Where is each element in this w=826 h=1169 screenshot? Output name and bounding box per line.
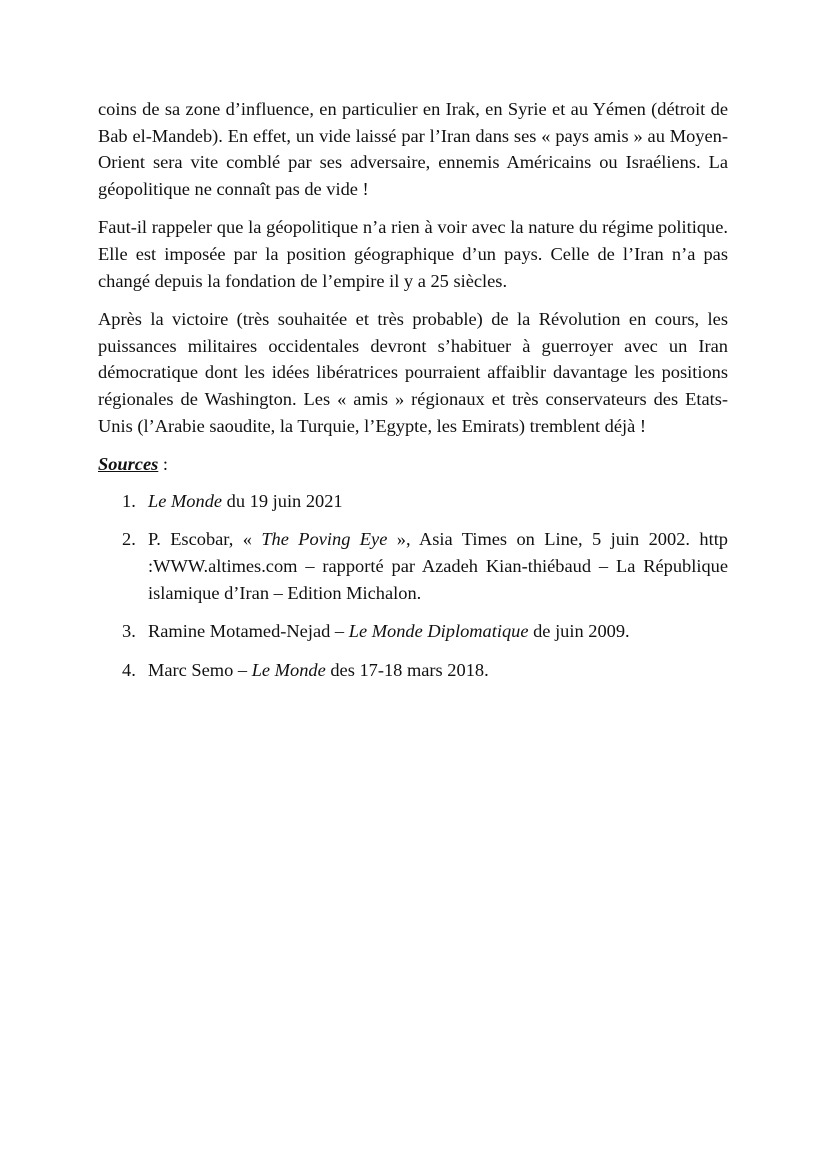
source-italic-title: Le Monde <box>148 490 223 511</box>
source-text: du 19 juin 2021 <box>222 490 343 511</box>
sources-heading <box>98 451 728 478</box>
source-number: 1. <box>122 490 136 511</box>
source-text: Marc Semo – <box>148 659 252 680</box>
document-page <box>98 96 728 695</box>
source-item <box>98 657 728 684</box>
source-text: P. Escobar, « <box>148 529 262 550</box>
source-list <box>98 488 728 684</box>
source-number: 3. <box>122 621 136 642</box>
source-number: 4. <box>122 659 136 680</box>
source-text: », Asia Times on Line, 5 juin 2002. http :WWW.altimes.com – rapporté par Azadeh Kian-thiébaud – La République islamique d’Iran – Edition Michalon. <box>148 529 729 603</box>
source-italic-title: Le Monde <box>251 659 326 680</box>
body-paragraph: Après la victoire (très souhaitée et très probable) de la Révolution en cours, les puissances militaires occidentales devront s’habituer à guerroyer avec un Iran démocratique dont les idées libératrices pourraient affaiblir davantage les positions régionales de Washington. Les « amis » régionaux et très conservateurs des Etats-Unis (l’Arabie saoudite, la Turquie, l’Egypte, les Emirats) tremblent déjà ! <box>98 309 728 436</box>
source-italic-title: Le Monde Diplomatique <box>348 621 529 642</box>
source-text: Ramine Motamed-Nejad – <box>148 621 349 642</box>
source-text: de juin 2009. <box>528 621 630 642</box>
source-item <box>98 488 728 515</box>
source-item <box>98 618 728 645</box>
source-italic-title: The Poving Eye <box>261 529 388 550</box>
source-item <box>98 526 728 606</box>
sources-title: Sources <box>98 454 159 475</box>
source-text: des 17-18 mars 2018. <box>325 659 489 680</box>
body-paragraph: coins de sa zone d’influence, en particulier en Irak, en Syrie et au Yémen (détroit de Bab el-Mandeb). En effet, un vide laissé par l’Iran dans ses « pays amis » au Moyen-Orient sera vite comblé par ses adversaire, ennemis Américains ou Israéliens. La géopolitique ne connaît pas de vide ! <box>98 99 728 199</box>
body-paragraph: Faut-il rappeler que la géopolitique n’a rien à voir avec la nature du régime politique. Elle est imposée par la position géographique d’un pays. Celle de l’Iran n’a pas changé depuis la fondation de l’empire il y a 25 siècles. <box>98 217 728 291</box>
sources-colon: : <box>158 454 169 475</box>
source-number: 2. <box>122 529 136 550</box>
